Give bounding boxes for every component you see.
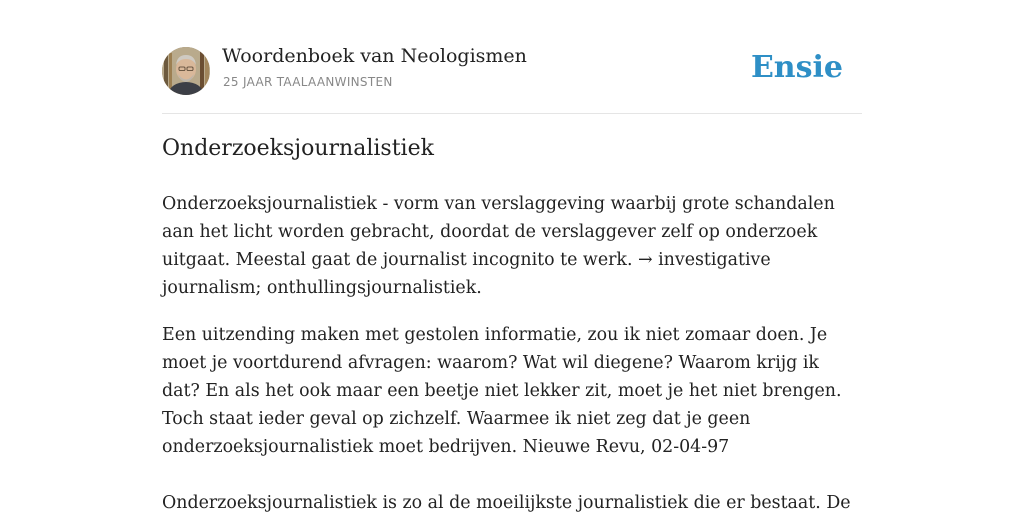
ensie-logo[interactable]: Ensie (750, 50, 843, 85)
avatar-portrait-image (162, 47, 210, 95)
entry-quote: Een uitzending maken met gestolen informatie, zou ik niet zomaar doen. Je moet je voortdurend afvragen: waarom? Wat wil diegene? Waarom krijg ik dat? En als het ook maar een beetje niet lekker zit, moet je het niet brengen. Toch staat ieder geval op zichzelf. Waarmee ik niet zeg dat je geen onderzoeksjournalistiek moet bedrijven. Nieuwe Revu, 02-04-97 (162, 325, 842, 457)
entry-title: Onderzoeksjournalistiek (162, 136, 434, 161)
entry-definition: Onderzoeksjournalistiek - vorm van verslaggeving waarbij grote schandalen aan het licht worden gebracht, doordat de verslaggever zelf op onderzoek uitgaat. Meestal gaat de journalist incognito te werk. → investigative journalism; onthullingsjournalistiek. (162, 194, 835, 298)
entry-body (162, 190, 862, 512)
site-header (162, 0, 862, 114)
site-subtitle: 25 JAAR TAALAANWINSTEN (223, 75, 393, 89)
entry-quote: Onderzoeksjournalistiek is zo al de moeilijkste journalistiek die er bestaat. De (162, 493, 851, 512)
site-title[interactable]: Woordenboek van Neologismen (222, 45, 527, 67)
author-avatar[interactable] (162, 47, 210, 95)
article-container (162, 0, 862, 512)
